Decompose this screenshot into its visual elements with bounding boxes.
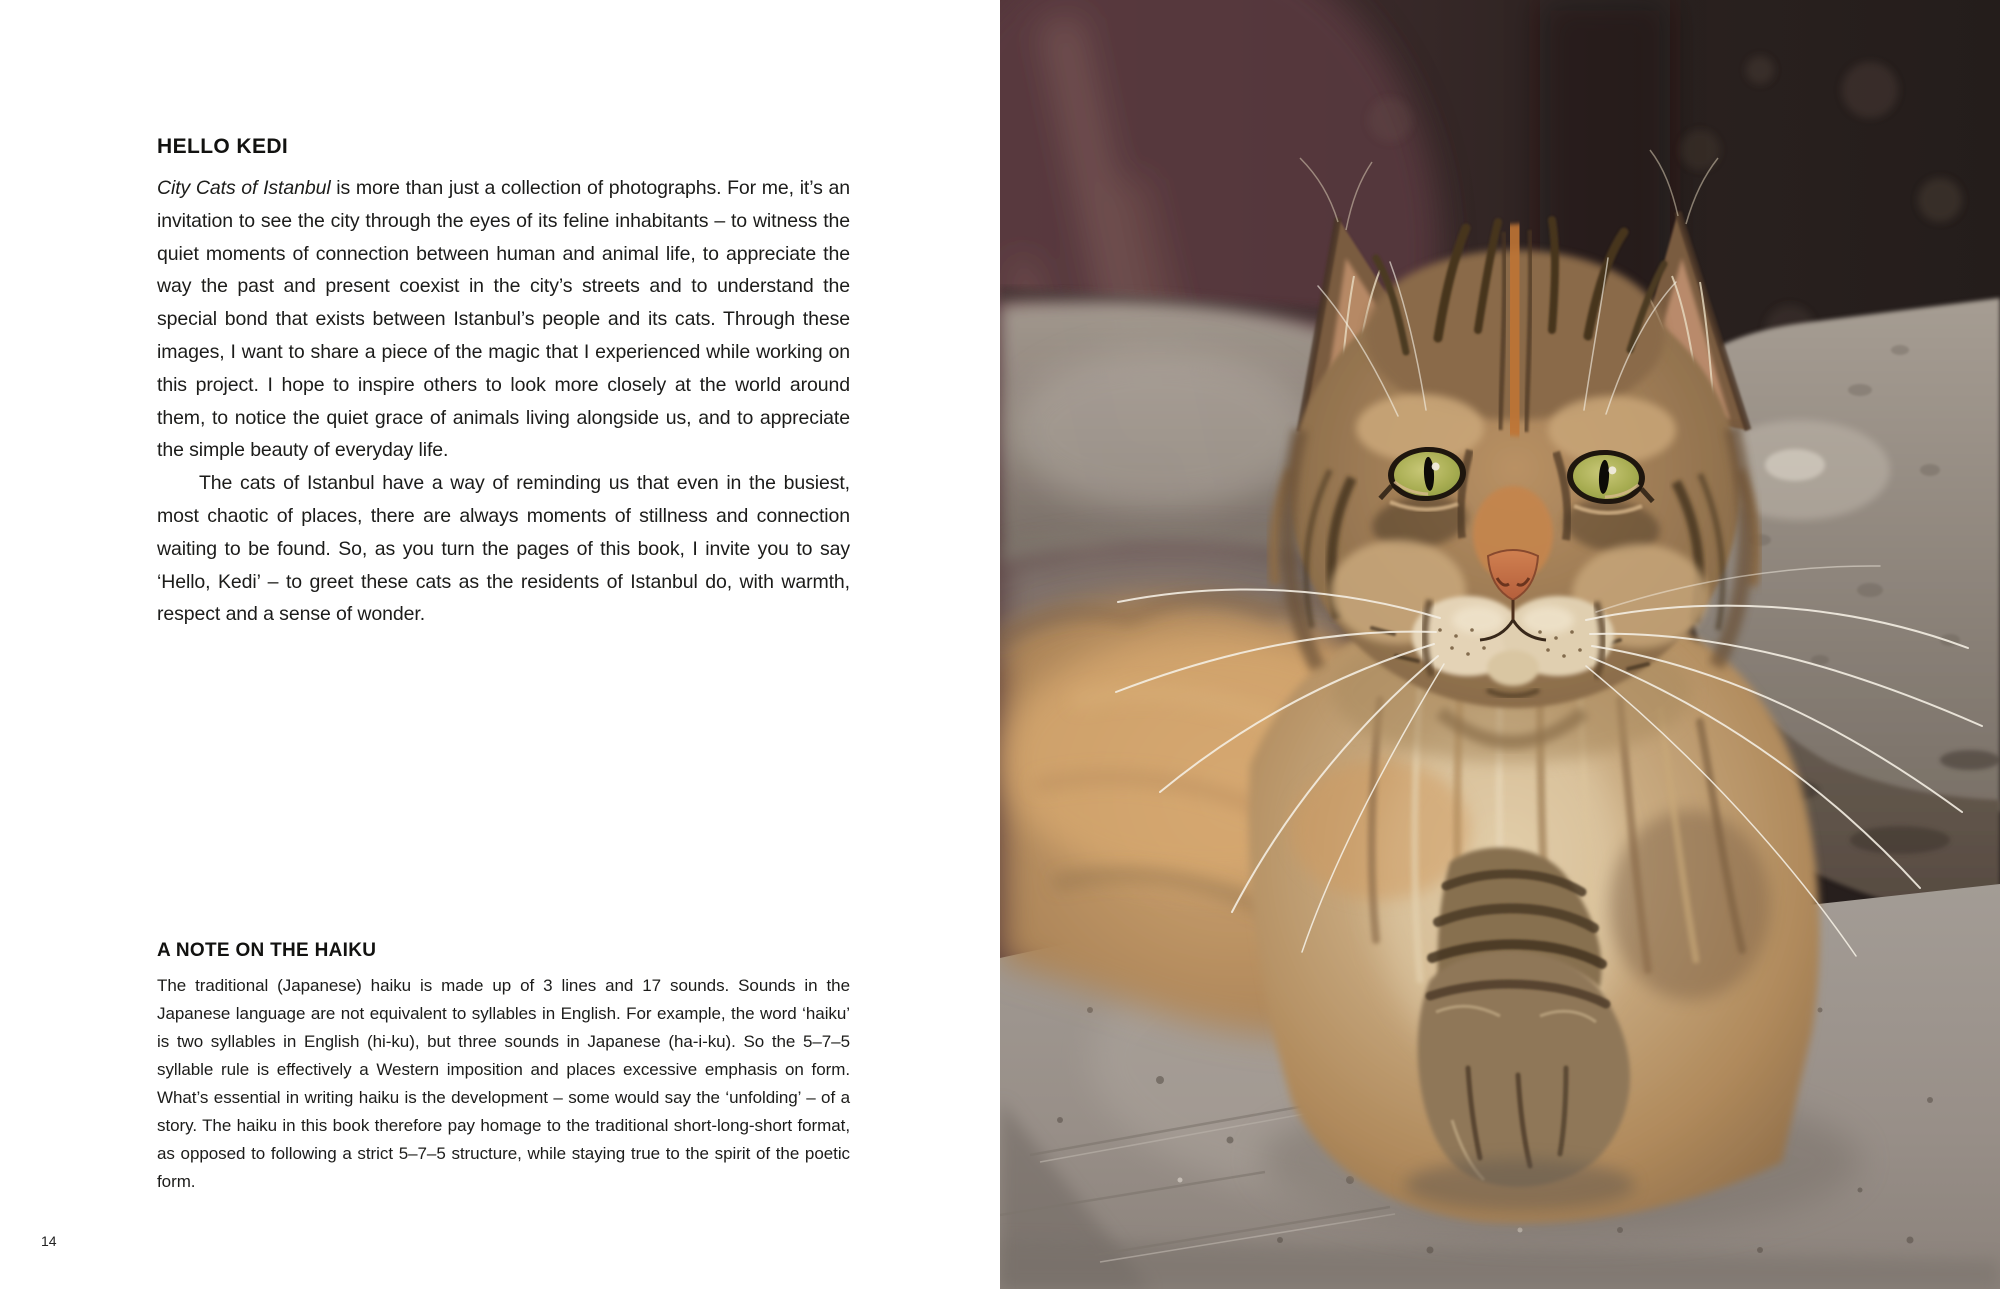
- cat-photo: [1000, 0, 2000, 1289]
- intro-paragraph-1: [157, 172, 850, 467]
- cat-head: [1274, 150, 1755, 708]
- haiku-heading: A NOTE ON THE HAIKU: [157, 940, 377, 961]
- intro-paragraph-2: The cats of Istanbul have a way of reminding us that even in the busiest, most chaotic of places, there are always moments of stillness and connection waiting to be found. So, as you turn the pages of this book, I invite you to say ‘Hello, Kedi’ – to greet these cats as the residents of Istanbul do, with warmth, respect and a sense of wonder.: [157, 472, 850, 626]
- intro-section: [157, 136, 850, 631]
- haiku-note-section: [157, 941, 850, 1196]
- intro-heading: HELLO KEDI: [157, 135, 289, 158]
- haiku-paragraph: The traditional (Japanese) haiku is made up of 3 lines and 17 sounds. Sounds in the Japanese language are not equivalent to syllables in English. For example, the word ‘haiku’ is two syllables in English (hi-ku), but three sounds in Japanese (ha-i-ku). So the 5–7–5 syllable rule is effectively a Western imposition and places excessive emphasis on form. What’s essential in writing haiku is the development – some would say the ‘unfolding’ – of a story. The haiku in this book therefore pay homage to the traditional short-long-short format, as opposed to following a strict 5–7–5 structure, while staying true to the spirit of the poetic form.: [157, 976, 850, 1191]
- book-title-italic: City Cats of Istanbul: [157, 177, 331, 199]
- intro-paragraph-1-text: is more than just a collection of photographs. For me, it’s an invitation to see the city through the eyes of its feline inhabitants – to witness the quiet moments of connection between human and animal life, to appreciate the way the past and present coexist in the city’s streets and to understand the special bond that exists between Istanbul’s people and its cats. Through these images, I want to share a piece of the magic that I experienced while working on this project. I hope to inspire others to look more closely at the world around them, to notice the quiet grace of animals living alongside us, and to appreciate the simple beauty of everyday life.: [157, 177, 850, 462]
- right-page: [1000, 0, 2000, 1289]
- page-number: 14: [41, 1233, 57, 1249]
